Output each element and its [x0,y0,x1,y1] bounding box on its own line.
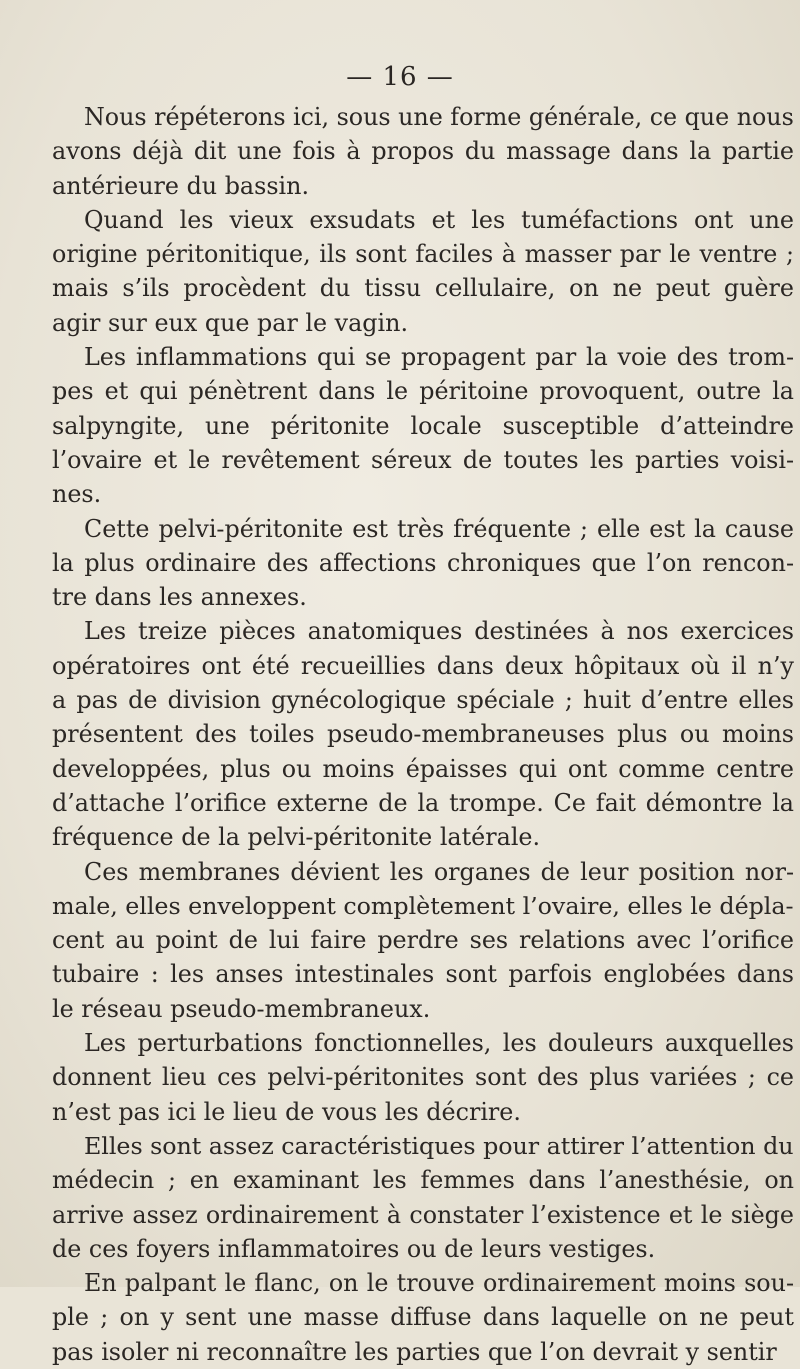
text-line: arrive assez ordinairement à constater l’existence et le siège [52,1200,794,1229]
text-line: pes et qui pénètrent dans le péritoine provoquent, outre la [52,377,794,406]
text-line: cent au point de lui faire perdre ses relations avec l’orifice [52,926,794,955]
text-line: salpyngite, une péritonite locale susceptible d’atteindre [52,411,794,440]
text-line: tre dans les annexes. [52,583,307,612]
text-line: le réseau pseudo-membraneux. [52,994,431,1023]
body-text [52,100,794,1369]
text-line: Elles sont assez caractéristiques pour attirer l’attention du [84,1131,794,1160]
text-line: d’attache l’orifice externe de la trompe. Ce fait démontre la [52,788,794,817]
text-line: la plus ordinaire des affections chroniques que l’on rencon- [52,548,794,577]
text-line: developpées, plus ou moins épaisses qui ont comme centre [52,754,794,783]
text-line: antérieure du bassin. [52,171,310,200]
text-line: Cette pelvi-péritonite est très fréquente ; elle est la cause [84,514,794,543]
text-line: opératoires ont été recueillies dans deux hôpitaux où il n’y [52,651,794,680]
text-line: En palpant le flanc, on le trouve ordinairement moins sou- [84,1269,794,1298]
text-line: mais s’ils procèdent du tissu cellulaire, on ne peut guère [52,274,794,303]
text-line: ple ; on y sent une masse diffuse dans laquelle on ne peut [52,1303,794,1332]
text-line: fréquence de la pelvi-péritonite latérale. [52,823,541,852]
text-line: Quand les vieux exsudats et les tuméfactions ont une [84,205,794,234]
text-line: avons déjà dit une fois à propos du massage dans la partie [52,137,794,166]
text-line: Ces membranes dévient les organes de leur position nor- [84,857,794,886]
text-line: nes. [52,480,102,509]
text-line: Nous répéterons ici, sous une forme générale, ce que nous [84,103,794,131]
text-line: origine péritonitique, ils sont faciles à masser par le ventre ; [52,240,794,269]
text-line: de ces foyers inflammatoires ou de leurs vestiges. [52,1234,656,1263]
text-line: l’ovaire et le revêtement séreux de toutes les parties voisi- [52,445,794,474]
text-line: présentent des toiles pseudo-membraneuses plus ou moins [52,720,794,749]
text-line: male, elles enveloppent complètement l’ovaire, elles le dépla- [52,891,794,920]
text-line: Les inflammations qui se propagent par la voie des trom- [84,343,794,372]
text-line: tubaire : les anses intestinales sont parfois englobées dans [52,960,794,989]
text-line: a pas de division gynécologique spéciale ; huit d’entre elles [52,686,794,715]
text-line: médecin ; en examinant les femmes dans l’anesthésie, on [52,1166,794,1195]
text-line: Les treize pièces anatomiques destinées à nos exercices [84,617,794,646]
page-number: — 16 — [346,62,454,92]
text-line: donnent lieu ces pelvi-péritonites sont des plus variées ; ce [52,1063,794,1092]
text-line: n’est pas ici le lieu de vous les décrire. [52,1097,521,1126]
text-line: pas isoler ni reconnaître les parties que l’on devrait y sentir [52,1337,777,1366]
text-line: agir sur eux que par le vagin. [52,308,409,337]
text-line: Les perturbations fonctionnelles, les douleurs auxquelles [84,1029,794,1058]
